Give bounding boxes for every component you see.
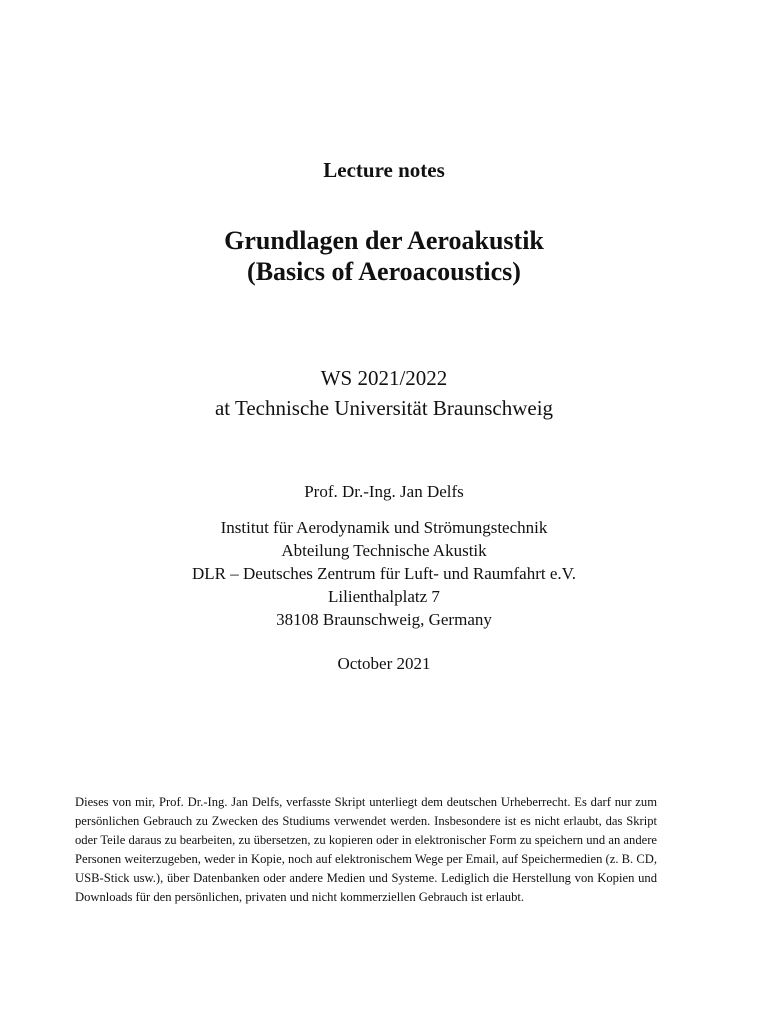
copyright-notice: Dieses von mir, Prof. Dr.-Ing. Jan Delfs, verfasste Skript unterliegt dem deutschen Urheberrecht. Es darf nur zum persönlichen Gebrauch zu Zwecken des Studiums verwendet werden. Insbesondere ist es nicht erlaubt, das Skript oder Teile daraus zu bearbeiten, zu übersetzen, zu kopieren oder in elektronischer Form zu speichern und an andere Personen weiterzugeben, weder in Kopie, noch auf elektronischem Wege per Email, auf Speichermedien (z. B. CD, USB-Stick usw.), über Datenbanken oder andere Medien und Systeme. Lediglich die Herstellung von Kopien und Downloads für den persönlichen, privaten und nicht kommerziellen Gebrauch ist erlaubt. <box>75 794 657 904</box>
author-address <box>0 516 768 631</box>
address-line: Lilienthalplatz 7 <box>328 587 440 606</box>
title-german: Grundlagen der Aeroakustik <box>224 226 544 255</box>
title-english: (Basics of Aeroacoustics) <box>247 257 521 286</box>
term-info <box>0 363 768 423</box>
university-name: at Technische Universität Braunschweig <box>214 396 554 420</box>
address-line: 38108 Braunschweig, Germany <box>276 610 492 629</box>
semester-term: WS 2021/2022 <box>320 366 448 390</box>
address-line: Institut für Aerodynamik und Strömungstechnik <box>220 518 548 537</box>
document-kind-label: Lecture notes <box>323 158 445 182</box>
document-title <box>0 225 768 287</box>
address-line: Abteilung Technische Akustik <box>281 541 487 560</box>
address-line: DLR – Deutsches Zentrum für Luft- und Raumfahrt e.V. <box>192 564 576 583</box>
publication-date: October 2021 <box>337 654 431 673</box>
author-name: Prof. Dr.-Ing. Jan Delfs <box>304 482 464 501</box>
